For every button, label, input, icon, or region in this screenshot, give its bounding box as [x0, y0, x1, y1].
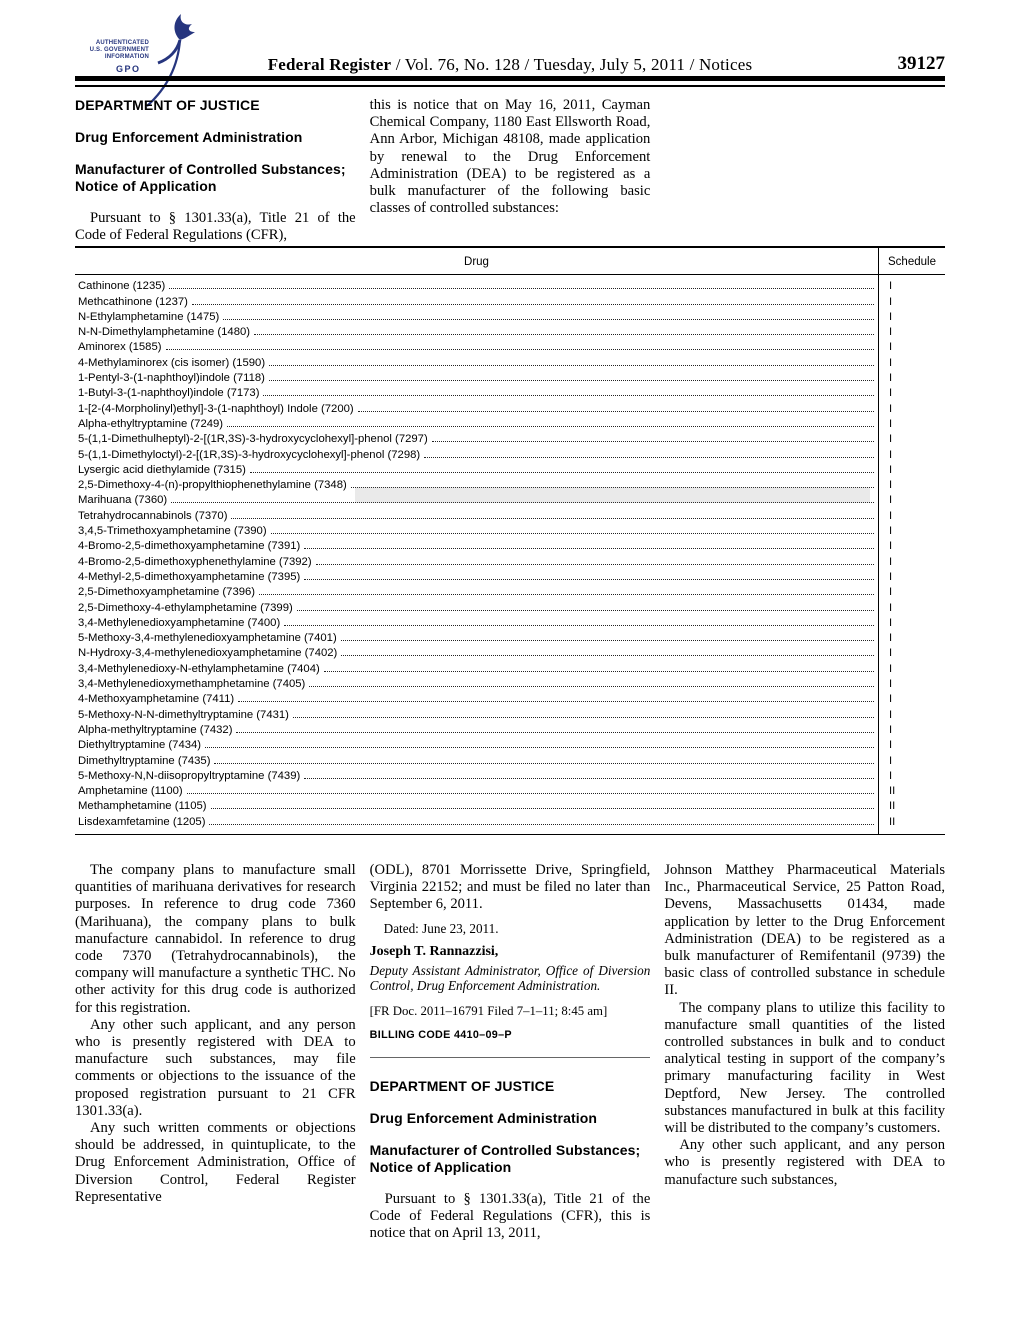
table-row [75, 798, 945, 813]
drug-name: 4-Methylaminorex (cis isomer) (1590) [78, 356, 266, 369]
drug-name: Methamphetamine (1105) [78, 800, 207, 813]
top-column-2 [370, 97, 651, 244]
drug-cell [75, 356, 879, 370]
schedule-cell [879, 371, 945, 385]
schedule-value: I [889, 647, 893, 660]
billing-code: BILLING CODE 4410–09–P [369, 1028, 512, 1041]
drug-cell [75, 509, 879, 523]
drug-cell [75, 799, 879, 813]
schedule-cell [879, 295, 945, 309]
table-row [75, 569, 945, 584]
drug-cell [75, 570, 879, 584]
schedule-value: II [889, 800, 896, 813]
drug-cell [75, 340, 879, 354]
drug-name: 5-(1,1-Dimethulheptyl)-2-[(1R,3S)-3-hydroxycyclohexyl]-phenol (7297) [78, 433, 428, 446]
drug-cell [75, 723, 879, 737]
header-rule-thin [75, 85, 945, 87]
schedule-cell [879, 601, 945, 615]
drug-cell [75, 815, 879, 829]
dot-leader [293, 717, 874, 718]
schedule-value: I [889, 295, 893, 308]
table-row [75, 706, 945, 721]
table-row [75, 370, 945, 385]
drug-name: 1-[2-(4-Morpholinyl)ethyl]-3-(1-naphthoyl) Indole (7200) [78, 402, 354, 415]
table-row [75, 553, 945, 568]
schedule-cell [879, 677, 945, 691]
gpo-logo-mark: GPO [116, 64, 141, 74]
schedule-value: I [889, 678, 893, 691]
schedule-value: I [889, 509, 893, 522]
table-row [75, 507, 945, 522]
table-row [75, 691, 945, 706]
schedule-cell [879, 631, 945, 645]
dot-leader [166, 349, 874, 350]
schedule-value: I [889, 372, 893, 385]
bottom-column-2 [370, 862, 651, 1242]
schedule-value: I [889, 417, 893, 430]
schedule-cell [879, 417, 945, 431]
table-row [75, 752, 945, 767]
paragraph-facility-plans: The company plans to utilize this facility to manufacture small quantities of the listed controlled substances in bulk and to conduct analytical testing in support of the company’s primary manufacturing facility in West Deptford, New Jersey. The controlled substances manufactured in bulk at this facility will be distributed to the company’s customers. [664, 999, 946, 1137]
table-row [75, 431, 945, 446]
schedule-value: I [889, 494, 893, 507]
drug-cell [75, 310, 879, 324]
schedule-cell [879, 769, 945, 783]
signer-name: Joseph T. Rannazzisi, [369, 943, 499, 959]
table-row [75, 630, 945, 645]
dot-leader [432, 441, 874, 442]
schedule-cell [879, 662, 945, 676]
schedule-value: I [889, 754, 893, 767]
schedule-cell [879, 738, 945, 752]
drug-cell [75, 417, 879, 431]
table-row [75, 278, 945, 293]
drug-name: 2,5-Dimethoxy-4-(n)-propylthiophenethylamine (7348) [78, 479, 347, 492]
drug-cell [75, 677, 879, 691]
drug-name: 4-Bromo-2,5-dimethoxyamphetamine (7391) [78, 540, 301, 553]
schedule-cell [879, 493, 945, 507]
controlled-substances-table [75, 246, 945, 835]
drug-cell [75, 448, 879, 462]
notice-separator-rule [370, 1057, 651, 1058]
notice2-intro: Pursuant to § 1301.33(a), Title 21 of the Code of Federal Regulations (CFR), this is notice that on April 13, 2011, [369, 1190, 651, 1242]
schedule-value: I [889, 662, 893, 675]
dot-leader [269, 380, 874, 381]
paragraph-written-comments: Any such written comments or objections should be addressed, in quintuplicate, to the Drug Enforcement Administration, Office of Diversion Control, Federal Register Representative [75, 1120, 356, 1205]
dot-leader [259, 594, 874, 595]
bottom-section [75, 862, 945, 1242]
schedule-cell [879, 585, 945, 599]
journal-title: Federal Register [267, 55, 392, 74]
schedule-cell [879, 539, 945, 553]
table-row [75, 584, 945, 599]
schedule-cell [879, 754, 945, 768]
drug-name: Marihuana (7360) [78, 494, 168, 507]
gpo-logo-line3: INFORMATION [104, 54, 149, 60]
drug-name: Diethyltryptamine (7434) [78, 739, 202, 752]
schedule-cell [879, 325, 945, 339]
schedule-value: I [889, 341, 893, 354]
schedule-value: I [889, 616, 893, 629]
drug-name: 3,4-Methylenedioxyamphetamine (7400) [78, 616, 281, 629]
schedule-cell [879, 784, 945, 798]
table-header-schedule: Schedule [878, 248, 945, 274]
notice-intro-part2: this is notice that on May 16, 2011, Cayman Chemical Company, 1180 East Ellsworth Road, Ann Arbor, Michigan 48108, made application by renewal to the Drug Enforcement Administration (DEA) to be registered as a bulk manufacturer of the following basic classes of controlled substances: [369, 97, 651, 217]
department-heading: DEPARTMENT OF JUSTICE [75, 97, 260, 113]
agency-heading: Drug Enforcement Administration [75, 129, 303, 145]
drug-name: N-N-Dimethylamphetamine (1480) [78, 326, 251, 339]
schedule-value: I [889, 280, 893, 293]
dot-leader [324, 671, 874, 672]
dot-leader [341, 655, 874, 656]
table-row [75, 737, 945, 752]
dot-leader [271, 533, 874, 534]
drug-name: Dimethyltryptamine (7435) [78, 754, 211, 767]
drug-cell [75, 555, 879, 569]
dot-leader [209, 824, 874, 825]
table-row [75, 462, 945, 477]
schedule-value: I [889, 356, 893, 369]
top-column-1 [75, 97, 356, 244]
drug-name: Tetrahydrocannabinols (7370) [78, 509, 228, 522]
drug-cell [75, 585, 879, 599]
drug-name: Alpha-ethyltryptamine (7249) [78, 417, 224, 430]
gpo-logo-line2: U.S. GOVERNMENT [89, 47, 149, 53]
dot-leader [238, 701, 874, 702]
drug-cell [75, 279, 879, 293]
dot-leader [192, 304, 874, 305]
bottom-column-1 [75, 862, 356, 1242]
schedule-value: I [889, 402, 893, 415]
drug-name: 5-Methoxy-N,N-diisopropyltryptamine (7439) [78, 769, 301, 782]
paragraph-manufacture-plans: The company plans to manufacture small quantities of marihuana derivatives for research purposes. In reference to drug code 7360 (Marihuana), the company plans to bulk manufacture cannabidol. In reference to drug code 7370 (Tetrahydrocannabinols), the company will manufacture a synthetic THC. No other activity for this drug code is authorized for this registration. [75, 862, 356, 1016]
drug-cell [75, 662, 879, 676]
drug-name: 4-Methyl-2,5-dimethoxyamphetamine (7395) [78, 570, 301, 583]
table-row [75, 615, 945, 630]
header-rule-thick [75, 76, 945, 81]
schedule-value: I [889, 448, 893, 461]
table-row [75, 309, 945, 324]
table-row [75, 645, 945, 660]
dot-leader [424, 457, 874, 458]
dot-leader [231, 518, 874, 519]
dot-leader [304, 579, 874, 580]
issue-info: / Vol. 76, No. 128 / Tuesday, July 5, 2011 / Notices [391, 55, 753, 74]
dot-leader [269, 365, 874, 366]
running-head [75, 55, 945, 75]
schedule-value: II [889, 815, 896, 828]
schedule-cell [879, 463, 945, 477]
drug-cell [75, 646, 879, 660]
drug-name: 2,5-Dimethoxyamphetamine (7396) [78, 586, 256, 599]
notice-intro-part1: Pursuant to § 1301.33(a), Title 21 of the Code of Federal Regulations (CFR), [75, 210, 356, 244]
dot-leader [250, 472, 874, 473]
table-row [75, 768, 945, 783]
bottom-column-3 [664, 862, 945, 1242]
schedule-value: II [889, 785, 896, 798]
schedule-cell [879, 799, 945, 813]
table-row [75, 599, 945, 614]
schedule-value: I [889, 555, 893, 568]
dot-leader [223, 319, 874, 320]
table-row [75, 813, 945, 828]
table-row [75, 676, 945, 691]
schedule-value: I [889, 723, 893, 736]
paragraph-address-continuation: (ODL), 8701 Morrissette Drive, Springfield, Virginia 22152; and must be filed no later than September 6, 2011. [369, 862, 651, 913]
schedule-value: I [889, 387, 893, 400]
dot-leader [254, 334, 874, 335]
drug-name: 4-Methoxyamphetamine (7411) [78, 693, 235, 706]
drug-name: N-Hydroxy-3,4-methylenedioxyamphetamine (7402) [78, 647, 338, 660]
schedule-value: I [889, 769, 893, 782]
schedule-cell [879, 340, 945, 354]
dot-leader [236, 732, 874, 733]
dot-leader [341, 640, 874, 641]
schedule-value: I [889, 632, 893, 645]
drug-cell [75, 432, 879, 446]
dot-leader [358, 411, 874, 412]
schedule-value: I [889, 479, 893, 492]
drug-cell [75, 601, 879, 615]
paragraph-johnson-matthey: Johnson Matthey Pharmaceutical Materials Inc., Pharmaceutical Service, 25 Patton Road, Devens, Massachusetts 01434, made application by letter to the Drug Enforcement Administration (DEA) to be registered as a bulk manufacturer of Remifentanil (9739) the basic class of controlled substance in schedule II. [664, 862, 946, 999]
dot-leader [316, 564, 874, 565]
signer-title: Deputy Assistant Administrator, Office of Diversion Control, Drug Enforcement Administration. [369, 962, 651, 994]
drug-cell [75, 754, 879, 768]
drug-cell [75, 371, 879, 385]
drug-cell [75, 539, 879, 553]
drug-name: 3,4,5-Trimethoxyamphetamine (7390) [78, 525, 267, 538]
schedule-value: I [889, 570, 893, 583]
drug-cell [75, 692, 879, 706]
notice-title: Manufacturer of Controlled Substances; Notice of Application [75, 161, 346, 194]
drug-cell [75, 295, 879, 309]
schedule-cell [879, 356, 945, 370]
top-column-3-empty [664, 97, 945, 244]
drug-cell [75, 784, 879, 798]
schedule-cell [879, 555, 945, 569]
schedule-value: I [889, 586, 893, 599]
table-row [75, 293, 945, 308]
schedule-value: I [889, 739, 893, 752]
drug-cell [75, 463, 879, 477]
scan-artifact-band [355, 487, 870, 503]
drug-cell [75, 738, 879, 752]
gpo-logo-line1: AUTHENTICATED [95, 40, 149, 46]
drug-name: Alpha-methyltryptamine (7432) [78, 723, 233, 736]
agency-heading-2: Drug Enforcement Administration [369, 1109, 598, 1126]
drug-name: Aminorex (1585) [78, 341, 162, 354]
table-row [75, 339, 945, 354]
schedule-cell [879, 279, 945, 293]
schedule-cell [879, 570, 945, 584]
dot-leader [284, 625, 874, 626]
top-section [75, 97, 945, 244]
dot-leader [211, 808, 874, 809]
drug-name: 1-Pentyl-3-(1-naphthoyl)indole (7118) [78, 372, 265, 385]
schedule-cell [879, 815, 945, 829]
drug-cell [75, 769, 879, 783]
drug-cell [75, 631, 879, 645]
drug-cell [75, 386, 879, 400]
schedule-value: I [889, 463, 893, 476]
schedule-value: I [889, 525, 893, 538]
dot-leader [309, 686, 874, 687]
schedule-value: I [889, 326, 893, 339]
dot-leader [304, 548, 874, 549]
drug-name: 4-Bromo-2,5-dimethoxyphenethylamine (7392) [78, 555, 312, 568]
notice-title-2: Manufacturer of Controlled Substances; Notice of Application [369, 1141, 641, 1175]
drug-name: 5-(1,1-Dimethyloctyl)-2-[(1R,3S)-3-hydroxycyclohexyl]-phenol (7298) [78, 448, 421, 461]
schedule-cell [879, 478, 945, 492]
drug-name: Lysergic acid diethylamide (7315) [78, 463, 246, 476]
drug-cell [75, 325, 879, 339]
drug-cell [75, 708, 879, 722]
table-row [75, 446, 945, 461]
dot-leader [297, 610, 874, 611]
dot-leader [214, 763, 874, 764]
dot-leader [169, 288, 874, 289]
paragraph-other-applicants: Any other such applicant, and any person who is presently registered with DEA to manufacture such substances, may file comments or objections to the issuance of the proposed registration pursuant to 21 CFR 1301.33(a). [75, 1016, 356, 1119]
schedule-value: I [889, 708, 893, 721]
dot-leader [263, 395, 874, 396]
page-number: 39127 [897, 53, 945, 74]
drug-name: 5-Methoxy-3,4-methylenedioxyamphetamine (7401) [78, 632, 337, 645]
table-row [75, 722, 945, 737]
fr-doc-line: [FR Doc. 2011–16791 Filed 7–1–11; 8:45 am] [369, 1003, 608, 1018]
schedule-value: I [889, 693, 893, 706]
schedule-cell [879, 723, 945, 737]
drug-name: 3,4-Methylenedioxy-N-ethylamphetamine (7404) [78, 662, 320, 675]
schedule-cell [879, 432, 945, 446]
schedule-value: I [889, 433, 893, 446]
drug-cell [75, 616, 879, 630]
drug-name: 5-Methoxy-N-N-dimethyltryptamine (7431) [78, 708, 289, 721]
schedule-cell [879, 692, 945, 706]
drug-name: 2,5-Dimethoxy-4-ethylamphetamine (7399) [78, 601, 293, 614]
drug-cell [75, 524, 879, 538]
dot-leader [227, 426, 874, 427]
schedule-cell [879, 509, 945, 523]
schedule-value: I [889, 310, 893, 323]
schedule-cell [879, 448, 945, 462]
drug-name: Amphetamine (1100) [78, 785, 183, 798]
table-row [75, 324, 945, 339]
schedule-cell [879, 646, 945, 660]
table-row [75, 523, 945, 538]
table-row [75, 783, 945, 798]
table-header-row [75, 248, 945, 275]
drug-name: 3,4-Methylenedioxymethamphetamine (7405) [78, 678, 306, 691]
schedule-cell [879, 402, 945, 416]
drug-name: N-Ethylamphetamine (1475) [78, 310, 220, 323]
schedule-value: I [889, 540, 893, 553]
table-row [75, 400, 945, 415]
schedule-value: I [889, 601, 893, 614]
drug-name: Lisdexamfetamine (1205) [78, 815, 206, 828]
schedule-cell [879, 708, 945, 722]
table-row [75, 660, 945, 675]
schedule-cell [879, 524, 945, 538]
drug-name: Cathinone (1235) [78, 280, 166, 293]
dot-leader [205, 747, 874, 748]
drug-name: Methcathinone (1237) [78, 295, 188, 308]
table-row [75, 416, 945, 431]
table-row [75, 385, 945, 400]
department-heading-2: DEPARTMENT OF JUSTICE [369, 1077, 555, 1094]
drug-name: 1-Butyl-3-(1-naphthoyl)indole (7173) [78, 387, 260, 400]
dot-leader [304, 778, 874, 779]
table-header-drug: Drug [464, 256, 489, 268]
paragraph-other-applicants-2: Any other such applicant, and any person who is presently registered with DEA to manufacture such substances, [664, 1137, 946, 1188]
schedule-cell [879, 616, 945, 630]
table-row [75, 538, 945, 553]
drug-cell [75, 402, 879, 416]
table-row [75, 354, 945, 369]
schedule-cell [879, 386, 945, 400]
table-body [75, 275, 945, 834]
schedule-cell [879, 310, 945, 324]
dot-leader [187, 793, 874, 794]
dated-line: Dated: June 23, 2011. [383, 920, 499, 936]
